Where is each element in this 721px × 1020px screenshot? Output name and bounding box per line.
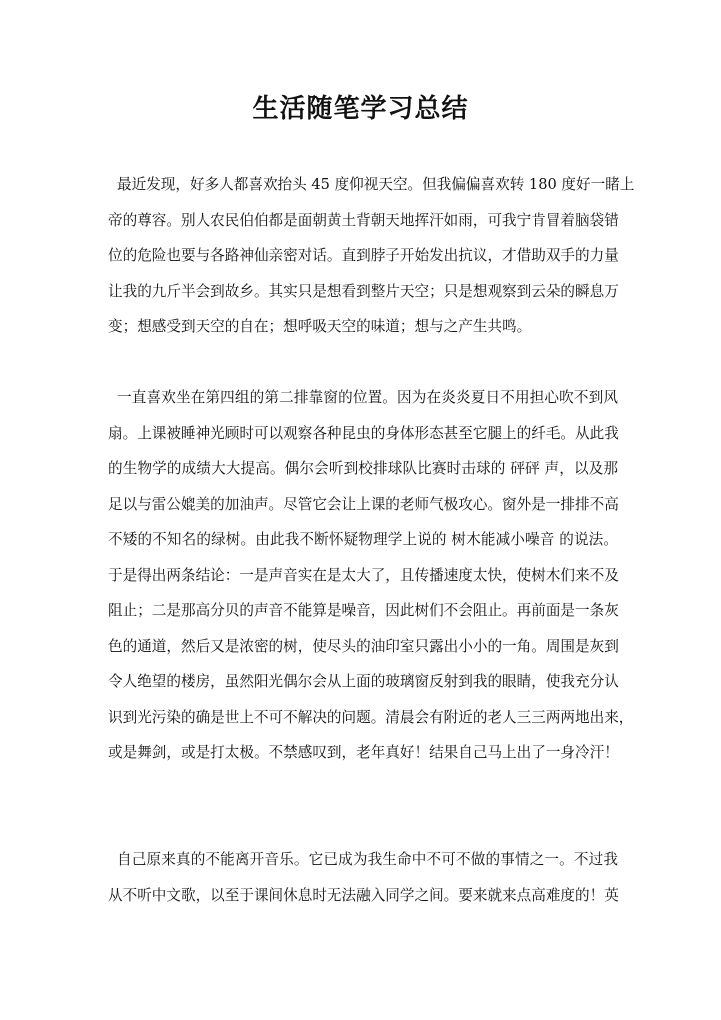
- text-line: 不矮的不知名的绿树。由此我不断怀疑物理学上说的 树木能减小噪音 的说法。: [108, 531, 618, 548]
- text-line: 从不听中文歌，以至于课间休息时无法融入同学之间。要来就来点高难度的！英: [108, 886, 619, 904]
- text-line: 的生物学的成绩大大提高。偶尔会听到校排球队比赛时击球的 砰砰 声，以及那: [108, 460, 618, 477]
- text-line: 足以与雷公媲美的加油声。尽管它会让上课的老师气极攻心。窗外是一排排不高: [108, 495, 619, 513]
- text-line: 色的通道，然后又是浓密的树，使尽头的油印室只露出小小的一角。周围是灰到: [108, 637, 619, 655]
- text-line: 或是舞剑，或是打太极。不禁感叹到，老年真好！结果自己马上出了一身冷汗！: [108, 744, 619, 761]
- text-line: 阻止；二是那高分贝的声音不能算是噪音，因此树们不会阻止。再前面是一条灰: [108, 602, 619, 619]
- paragraph-3: [108, 842, 618, 913]
- text-line: 令人绝望的楼房，虽然阳光偶尔会从上面的玻璃窗反射到我的眼睛，使我充分认: [108, 673, 619, 690]
- text-line: 变；想感受到天空的自在；想呼吸天空的味道；想与之产生共鸣。: [108, 318, 532, 335]
- text-line: 于是得出两条结论：一是声音实在是太大了，且传播速度太快，使树木们来不及: [108, 566, 619, 584]
- document-title: 生活随笔学习总结: [252, 94, 469, 124]
- paragraph-1: [108, 167, 635, 345]
- text-line: 自己原来真的不能离开音乐。它已成为我生命中不可不做的事情之一。不过我: [117, 851, 618, 868]
- paragraph-2: [108, 380, 634, 771]
- text-line: 一直喜欢坐在第四组的第二排靠窗的位置。因为在炎炎夏日不用担心吹不到风: [117, 389, 618, 406]
- text-line: 最近发现，好多人都喜欢抬头 45 度仰视天空。但我偏偏喜欢转 180 度好一睹上: [117, 176, 635, 193]
- text-line: 让我的九斤半会到故乡。其实只是想看到整片天空；只是想观察到云朵的瞬息万: [108, 282, 619, 300]
- text-line: 扇。上课被睡神光顾时可以观察各种昆虫的身体形态甚至它腿上的纤毛。从此我: [108, 424, 619, 442]
- text-line: 帝的尊容。别人农民伯伯都是面朝黄土背朝天地挥汗如雨，可我宁肯冒着脑袋错: [108, 211, 619, 229]
- text-line: 识到光污染的确是世上不可不解决的问题。清晨会有附近的老人三三两两地出来，: [108, 708, 634, 726]
- text-line: 位的危险也要与各路神仙亲密对话。直到脖子开始发出抗议，才借助双手的力量: [108, 247, 619, 264]
